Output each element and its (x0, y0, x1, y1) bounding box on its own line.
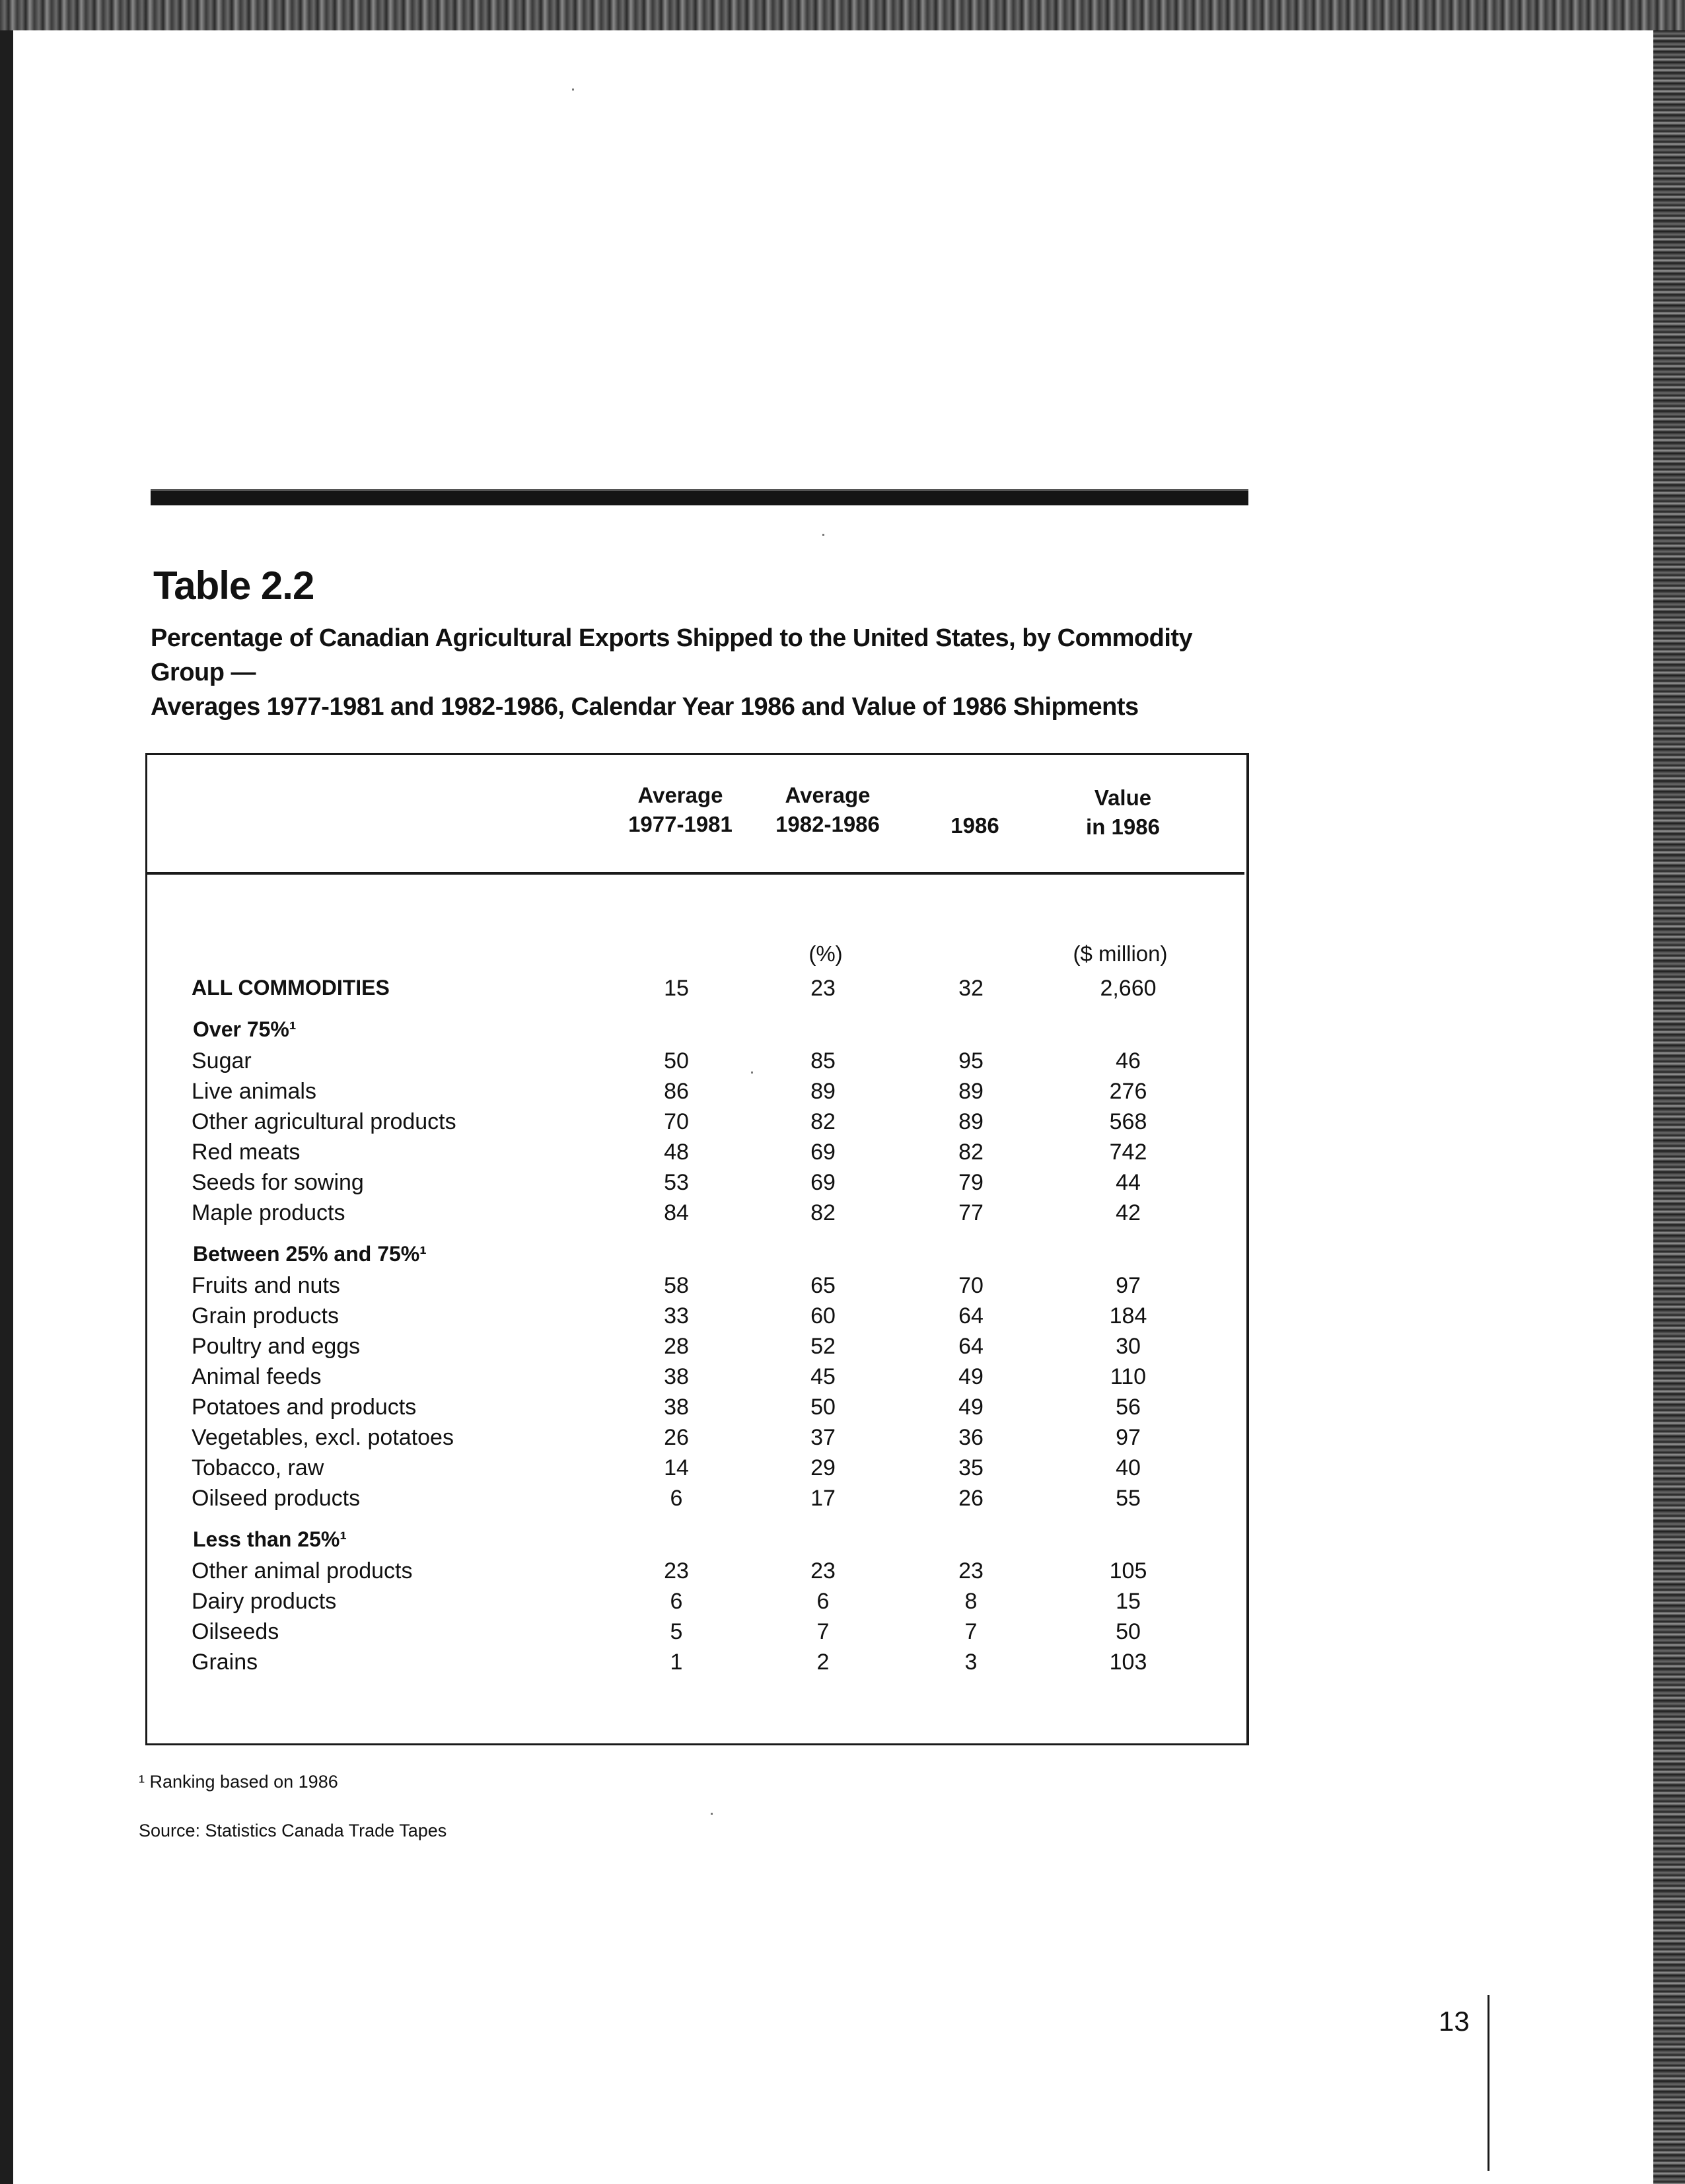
cell-value-1986: 46 (1116, 1048, 1141, 1074)
cell-avg-1982-1986: 65 (810, 1273, 836, 1298)
table-row (0, 1170, 1685, 1200)
cell-value-1986: 44 (1116, 1170, 1141, 1195)
header-rule-bar (151, 489, 1248, 505)
table-row-all-commodities (0, 976, 1685, 1006)
column-header-avg-1977-1981 (601, 781, 760, 839)
table-footnote: ¹ Ranking based on 1986 (139, 1772, 338, 1792)
cell-1986: 89 (958, 1109, 984, 1134)
cell-avg-1977-1981: 33 (664, 1303, 689, 1329)
row-label: Other animal products (192, 1558, 413, 1583)
row-label: Other agricultural products (192, 1109, 456, 1134)
row-label: Grain products (192, 1303, 339, 1329)
table-row (0, 1395, 1685, 1425)
table-row (0, 1079, 1685, 1109)
row-label: Grains (192, 1650, 258, 1675)
cell-value-1986: 184 (1109, 1303, 1147, 1329)
table-row (0, 1589, 1685, 1619)
cell-value-1986: 30 (1116, 1334, 1141, 1359)
row-label: Maple products (192, 1200, 345, 1225)
table-row (0, 1334, 1685, 1364)
cell-value-1986: 15 (1116, 1589, 1141, 1614)
cell-1986: 7 (964, 1619, 978, 1644)
cell-avg-1982-1986: 89 (810, 1079, 836, 1104)
cell-avg-1982-1986: 69 (810, 1170, 836, 1195)
group-heading (0, 1242, 1685, 1272)
table-row (0, 1486, 1685, 1516)
column-header-line2: in 1986 (1086, 815, 1160, 839)
cell-1986: 23 (958, 1558, 984, 1583)
cell-avg-1977-1981: 53 (664, 1170, 689, 1195)
cell-avg-1982-1986: 82 (810, 1200, 836, 1225)
row-label: ALL COMMODITIES (192, 976, 390, 1000)
table-label: Table 2.2 (153, 564, 314, 608)
table-row (0, 1364, 1685, 1395)
group-title: Over 75%¹ (193, 1017, 297, 1041)
cell-value-1986: 97 (1116, 1425, 1141, 1450)
cell-1986: 32 (958, 976, 984, 1001)
cell-avg-1982-1986: 50 (810, 1395, 836, 1420)
row-label: Potatoes and products (192, 1395, 417, 1420)
cell-avg-1977-1981: 70 (664, 1109, 689, 1134)
table-row (0, 1619, 1685, 1650)
scan-speck (711, 1813, 713, 1815)
page-number: 13 (1439, 2006, 1470, 2037)
unit-percent: (%) (808, 941, 843, 966)
row-label: Vegetables, excl. potatoes (192, 1425, 454, 1450)
column-header-1986 (896, 811, 1054, 840)
row-label: Tobacco, raw (192, 1455, 324, 1480)
table-row (0, 1109, 1685, 1140)
cell-avg-1977-1981: 38 (664, 1395, 689, 1420)
cell-avg-1977-1981: 5 (670, 1619, 683, 1644)
scan-speck (822, 534, 824, 536)
page-number-rule (1488, 1995, 1489, 2171)
table-row (0, 1140, 1685, 1170)
cell-avg-1982-1986: 45 (810, 1364, 836, 1389)
cell-1986: 77 (958, 1200, 984, 1225)
cell-avg-1982-1986: 23 (810, 976, 836, 1001)
cell-value-1986: 110 (1110, 1364, 1147, 1389)
row-label: Live animals (192, 1079, 316, 1104)
column-header-line1: Average (637, 783, 723, 807)
cell-1986: 3 (964, 1650, 978, 1675)
cell-avg-1982-1986: 6 (816, 1589, 830, 1614)
table-row (0, 1048, 1685, 1079)
cell-avg-1982-1986: 82 (810, 1109, 836, 1134)
cell-value-1986: 55 (1116, 1486, 1141, 1511)
cell-avg-1977-1981: 84 (664, 1200, 689, 1225)
row-label: Fruits and nuts (192, 1273, 340, 1298)
group-title: Less than 25%¹ (193, 1527, 347, 1551)
cell-value-1986: 42 (1116, 1200, 1141, 1225)
scan-speck (572, 89, 574, 91)
cell-avg-1977-1981: 26 (664, 1425, 689, 1450)
cell-1986: 26 (958, 1486, 984, 1511)
cell-avg-1982-1986: 52 (810, 1334, 836, 1359)
table-row (0, 1303, 1685, 1334)
row-label: Seeds for sowing (192, 1170, 364, 1195)
group-title: Between 25% and 75%¹ (193, 1242, 427, 1266)
scan-edge-top (0, 0, 1685, 30)
group-heading (0, 1527, 1685, 1558)
column-header-line2: 1982-1986 (775, 812, 880, 836)
cell-1986: 36 (958, 1425, 984, 1450)
table-row (0, 1425, 1685, 1455)
cell-avg-1977-1981: 15 (664, 976, 689, 1001)
cell-avg-1982-1986: 17 (810, 1486, 836, 1511)
cell-1986: 49 (958, 1364, 984, 1389)
cell-1986: 95 (958, 1048, 984, 1074)
cell-avg-1977-1981: 14 (664, 1455, 689, 1480)
cell-avg-1977-1981: 1 (670, 1650, 683, 1675)
caption-line-2: Averages 1977-1981 and 1982-1986, Calendar Year 1986 and Value of 1986 Shipments (151, 693, 1139, 721)
cell-1986: 35 (958, 1455, 984, 1480)
cell-avg-1982-1986: 29 (810, 1455, 836, 1480)
cell-avg-1982-1986: 2 (816, 1650, 830, 1675)
table-source: Source: Statistics Canada Trade Tapes (139, 1821, 447, 1840)
cell-avg-1977-1981: 58 (664, 1273, 689, 1298)
cell-1986: 89 (958, 1079, 984, 1104)
table-row (0, 1455, 1685, 1486)
column-header-line1: Average (785, 783, 871, 807)
cell-avg-1982-1986: 69 (810, 1140, 836, 1165)
table-row (0, 1650, 1685, 1680)
table-header-rule (145, 872, 1244, 875)
table-row (0, 1558, 1685, 1589)
group-heading (0, 1017, 1685, 1048)
cell-avg-1982-1986: 60 (810, 1303, 836, 1329)
cell-1986: 64 (958, 1334, 984, 1359)
column-header-line1: Value (1094, 785, 1152, 810)
cell-avg-1977-1981: 48 (664, 1140, 689, 1165)
cell-avg-1977-1981: 28 (664, 1334, 689, 1359)
cell-avg-1977-1981: 50 (664, 1048, 689, 1074)
cell-value-1986: 742 (1109, 1140, 1147, 1165)
cell-value-1986: 105 (1109, 1558, 1147, 1583)
column-header-line2: 1986 (950, 813, 999, 838)
cell-1986: 64 (958, 1303, 984, 1329)
cell-1986: 70 (958, 1273, 984, 1298)
cell-value-1986: 276 (1109, 1079, 1147, 1104)
column-header-value-1986 (1044, 783, 1202, 842)
cell-value-1986: 568 (1109, 1109, 1147, 1134)
table-caption (151, 621, 1260, 724)
cell-avg-1977-1981: 6 (670, 1486, 683, 1511)
cell-value-1986: 97 (1116, 1273, 1141, 1298)
row-label: Oilseed products (192, 1486, 361, 1511)
cell-value-1986: 103 (1109, 1650, 1147, 1675)
caption-line-1: Percentage of Canadian Agricultural Exports Shipped to the United States, by Commodity Group — (151, 624, 1193, 686)
row-label: Animal feeds (192, 1364, 322, 1389)
row-label: Oilseeds (192, 1619, 279, 1644)
table-row (0, 1273, 1685, 1303)
cell-value-1986: 2,660 (1100, 976, 1157, 1001)
cell-1986: 82 (958, 1140, 984, 1165)
row-label: Poultry and eggs (192, 1334, 361, 1359)
cell-value-1986: 50 (1116, 1619, 1141, 1644)
cell-avg-1982-1986: 37 (810, 1425, 836, 1450)
row-label: Dairy products (192, 1589, 337, 1614)
row-label: Sugar (192, 1048, 252, 1074)
cell-avg-1977-1981: 6 (670, 1589, 683, 1614)
row-label: Red meats (192, 1140, 301, 1165)
cell-value-1986: 56 (1116, 1395, 1141, 1420)
cell-1986: 79 (958, 1170, 984, 1195)
cell-avg-1982-1986: 85 (810, 1048, 836, 1074)
cell-avg-1982-1986: 7 (816, 1619, 830, 1644)
cell-value-1986: 40 (1116, 1455, 1141, 1480)
cell-avg-1977-1981: 38 (664, 1364, 689, 1389)
unit-dollar-million: ($ million) (1073, 941, 1168, 966)
cell-avg-1977-1981: 86 (664, 1079, 689, 1104)
table-row (0, 1200, 1685, 1231)
cell-1986: 8 (964, 1589, 978, 1614)
column-header-avg-1982-1986 (748, 781, 907, 839)
cell-avg-1982-1986: 23 (810, 1558, 836, 1583)
column-header-line2: 1977-1981 (628, 812, 733, 836)
cell-1986: 49 (958, 1395, 984, 1420)
cell-avg-1977-1981: 23 (664, 1558, 689, 1583)
